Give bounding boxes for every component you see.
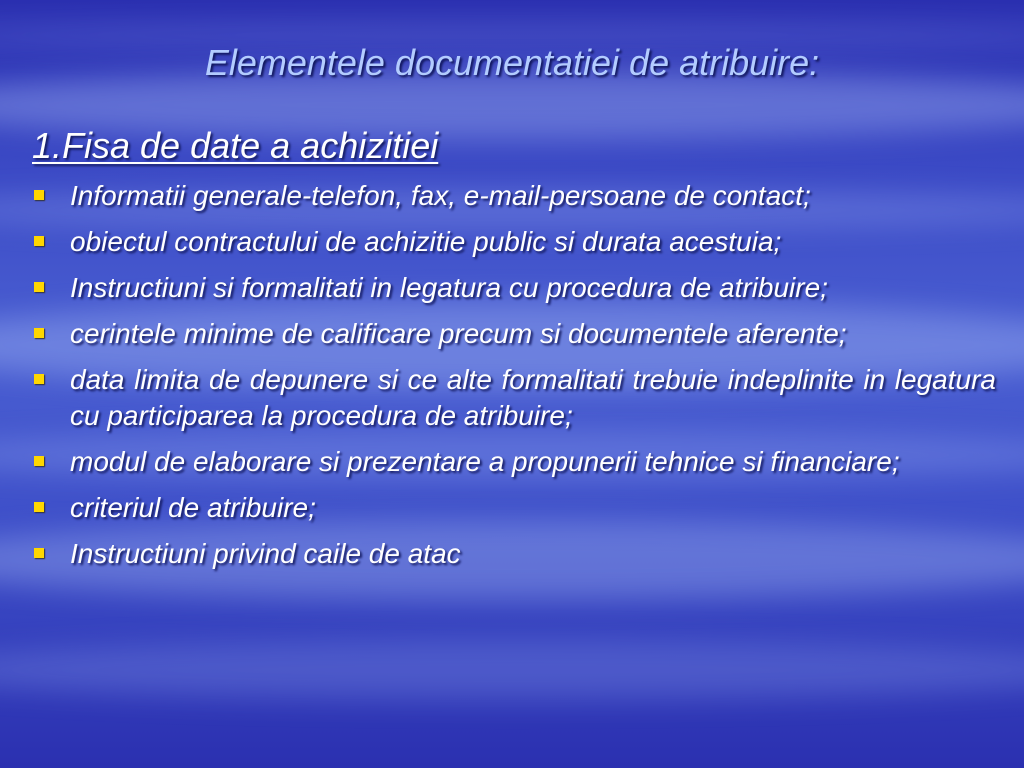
square-bullet-icon [34,374,44,384]
list-item [32,178,996,214]
list-item-text: modul de elaborare si prezentare a propunerii tehnice si financiare; [70,446,900,477]
list-item-text: Informatii generale-telefon, fax, e-mail-persoane de contact; [70,180,811,211]
square-bullet-icon [34,282,44,292]
list-item [32,444,996,480]
list-item [32,362,996,434]
square-bullet-icon [34,328,44,338]
square-bullet-icon [34,236,44,246]
list-item-text: Instructiuni si formalitati in legatura cu procedura de atribuire; [70,272,828,303]
list-item-text: data limita de depunere si ce alte formalitati trebuie indeplinite in legatura cu participarea la procedura de atribuire; [70,364,996,431]
square-bullet-icon [34,502,44,512]
section-heading: 1.Fisa de date a achizitiei [32,125,439,166]
list-item-text: Instructiuni privind caile de atac [70,538,461,569]
list-item [32,270,996,306]
square-bullet-icon [34,456,44,466]
bullet-list [32,178,996,572]
cloud-streak [0,640,1024,700]
list-item [32,490,996,526]
list-item [32,536,996,572]
list-item-text: cerintele minime de calificare precum si documentele aferente; [70,318,847,349]
list-item-text: obiectul contractului de achizitie public si durata acestuia; [70,226,782,257]
square-bullet-icon [34,548,44,558]
slide-content [32,122,996,582]
slide-title: Elementele documentatiei de atribuire: [204,42,820,83]
list-item-text: criteriul de atribuire; [70,492,316,523]
list-item [32,224,996,260]
square-bullet-icon [34,190,44,200]
list-item [32,316,996,352]
